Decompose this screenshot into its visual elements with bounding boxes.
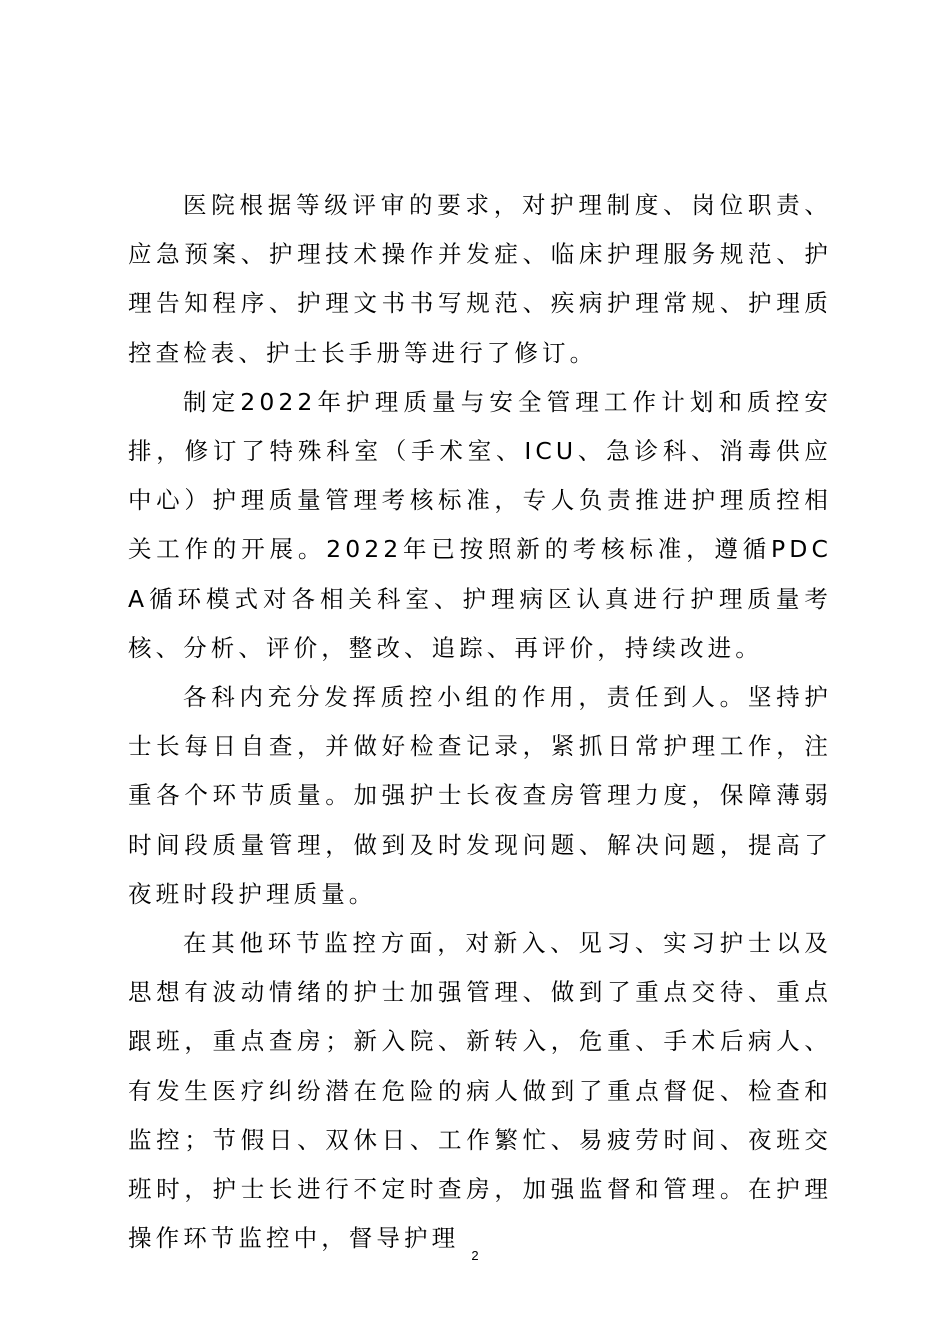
paragraph-2: 制定2022年护理质量与安全管理工作计划和质控安排，修订了特殊科室（手术室、ICU、急诊科、消毒供应中心）护理质量管理考核标准，专人负责推进护理质控相关工作的开展。2022年已按照新的考核标准，遵循PDCA循环模式对各相关科室、护理病区认真进行护理质量考核、分析、评价，整改、追踪、再评价，持续改进。	[128, 387, 832, 662]
paragraph-4: 在其他环节监控方面，对新入、见习、实习护士以及思想有波动情绪的护士加强管理、做到了重点交待、重点跟班，重点查房；新入院、新转入，危重、手术后病人、有发生医疗纠纷潜在危险的病人做到了重点督促、检查和监控；节假日、双休日、工作繁忙、易疲劳时间、夜班交班时，护士长进行不定时查房，加强监督和管理。在护理操作环节监控中，督导护理	[128, 929, 832, 1253]
paragraph-3: 各科内充分发挥质控小组的作用，责任到人。坚持护士长每日自查，并做好检查记录，紧抓日常护理工作，注重各个环节质量。加强护士长夜查房管理力度，保障薄弱时间段质量管理，做到及时发现问题、解决问题，提高了夜班时段护理质量。	[128, 683, 832, 908]
page-number: 2	[471, 1248, 479, 1263]
paragraph-1: 医院根据等级评审的要求，对护理制度、岗位职责、应急预案、护理技术操作并发症、临床护理服务规范、护理告知程序、护理文书书写规范、疾病护理常规、护理质控查检表、护士长手册等进行了修订。	[128, 191, 832, 367]
document-body	[128, 181, 832, 1263]
